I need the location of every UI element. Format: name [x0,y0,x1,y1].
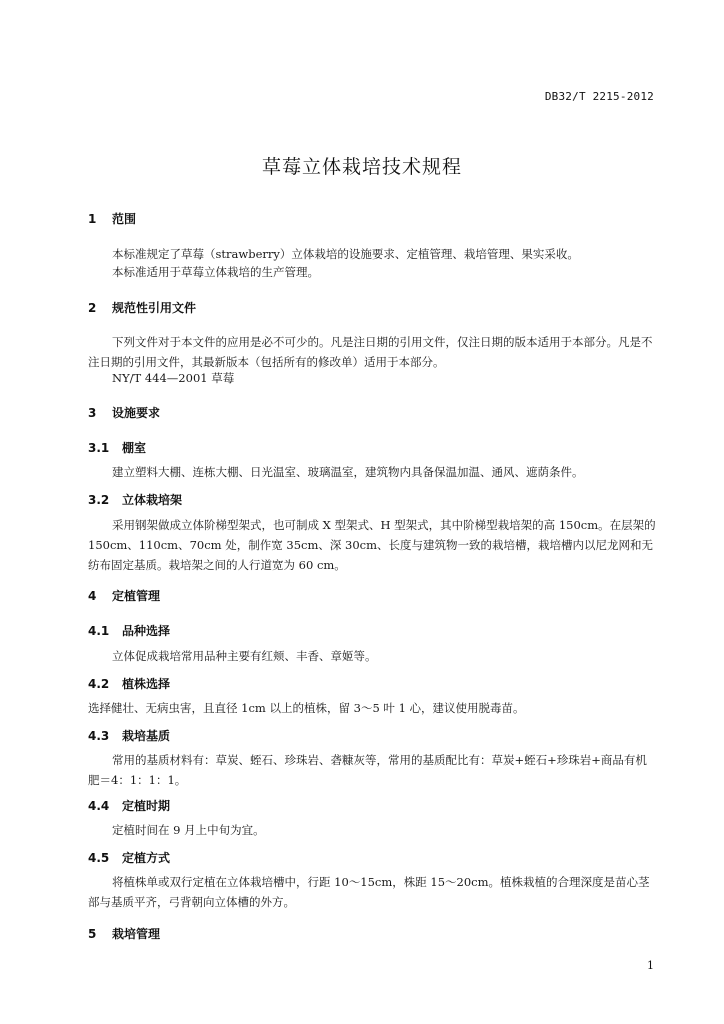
section-2-paragraph-1: 下列文件对于本文件的应用是必不可少的。凡是注日期的引用文件，仅注日期的版本适用于本部分。凡是不注日期的引用文件，其最新版本（包括所有的修改单）适用于本部分。 [88,335,653,369]
subsection-4-2-heading [88,675,170,692]
subsection-number: 4.4 [88,799,110,813]
section-5-heading [88,925,160,942]
subsection-number: 4.3 [88,729,110,743]
subsection-title: 棚室 [122,441,147,455]
section-title: 设施要求 [112,406,161,420]
subsection-4-1-heading [88,622,170,639]
section-title: 定植管理 [112,589,161,603]
section-number: 5 [88,927,97,941]
subsection-4-3-heading [88,727,170,744]
subsection-title: 立体栽培架 [122,493,183,507]
subsection-number: 4.1 [88,624,110,638]
subsection-number: 4.2 [88,677,110,691]
section-title: 栽培管理 [112,927,161,941]
section-number: 1 [88,212,97,226]
section-2-heading [88,299,196,316]
subsection-4-5-heading [88,849,170,866]
section-4-heading [88,587,160,604]
section-1-heading [88,210,136,227]
document-title: 草莓立体栽培技术规程 [261,156,462,178]
subsection-4-4-paragraph: 定植时间在 9 月上中旬为宜。 [112,823,265,837]
section-1-paragraph-2: 本标准适用于草莓立体栽培的生产管理。 [112,265,319,279]
standard-code: DB32/T 2215-2012 [544,90,654,103]
normative-reference: NY/T 444—2001 草莓 [112,371,235,385]
subsection-3-1-heading [88,439,146,456]
subsection-title: 栽培基质 [122,729,171,743]
subsection-3-1-paragraph: 建立塑料大棚、连栋大棚、日光温室、玻璃温室，建筑物内具备保温加温、通风、遮荫条件。 [112,465,584,479]
subsection-3-2-heading [88,491,182,508]
subsection-4-1-paragraph: 立体促成栽培常用品种主要有红颊、丰香、章姬等。 [112,649,377,663]
section-number: 4 [88,589,97,603]
subsection-title: 植株选择 [122,677,171,691]
subsection-4-5-paragraph: 将植株单或双行定植在立体栽培槽中，行距 10～15cm，株距 15～20cm。植株栽植的合理深度是苗心茎部与基质平齐，弓背朝向立体槽的外方。 [88,875,650,909]
subsection-number: 3.1 [88,441,110,455]
subsection-title: 品种选择 [122,624,171,638]
section-1-paragraph-1: 本标准规定了草莓（strawberry）立体栽培的设施要求、定植管理、栽培管理、果实采收。 [112,247,579,261]
subsection-4-2-paragraph: 选择健壮、无病虫害，且直径 1cm 以上的植株，留 3～5 叶 1 心，建议使用脱毒苗。 [88,701,525,715]
section-number: 3 [88,406,97,420]
section-title: 范围 [112,212,137,226]
subsection-4-4-heading [88,797,170,814]
section-title: 规范性引用文件 [112,301,197,315]
subsection-4-3-paragraph: 常用的基质材料有：草炭、蛭石、珍珠岩、砻糠灰等，常用的基质配比有：草炭+蛭石+珍珠岩+商品有机肥＝4：1：1：1。 [88,753,647,787]
subsection-title: 定植方式 [122,851,171,865]
subsection-number: 3.2 [88,493,110,507]
subsection-number: 4.5 [88,851,110,865]
section-3-heading [88,404,160,421]
page-number: 1 [647,959,654,972]
subsection-title: 定植时期 [122,799,171,813]
subsection-3-2-paragraph: 采用钢架做成立体阶梯型架式，也可制成 X 型架式、H 型架式，其中阶梯型栽培架的高 150cm。在层架的 150cm、110cm、70cm 处，制作宽 35cm、深 30cm、长度与建筑物一致的栽培槽，栽培槽内以尼龙网和无纺布固定基质。栽培架之间的人行道宽为 60 cm。 [88,518,656,572]
section-number: 2 [88,301,97,315]
